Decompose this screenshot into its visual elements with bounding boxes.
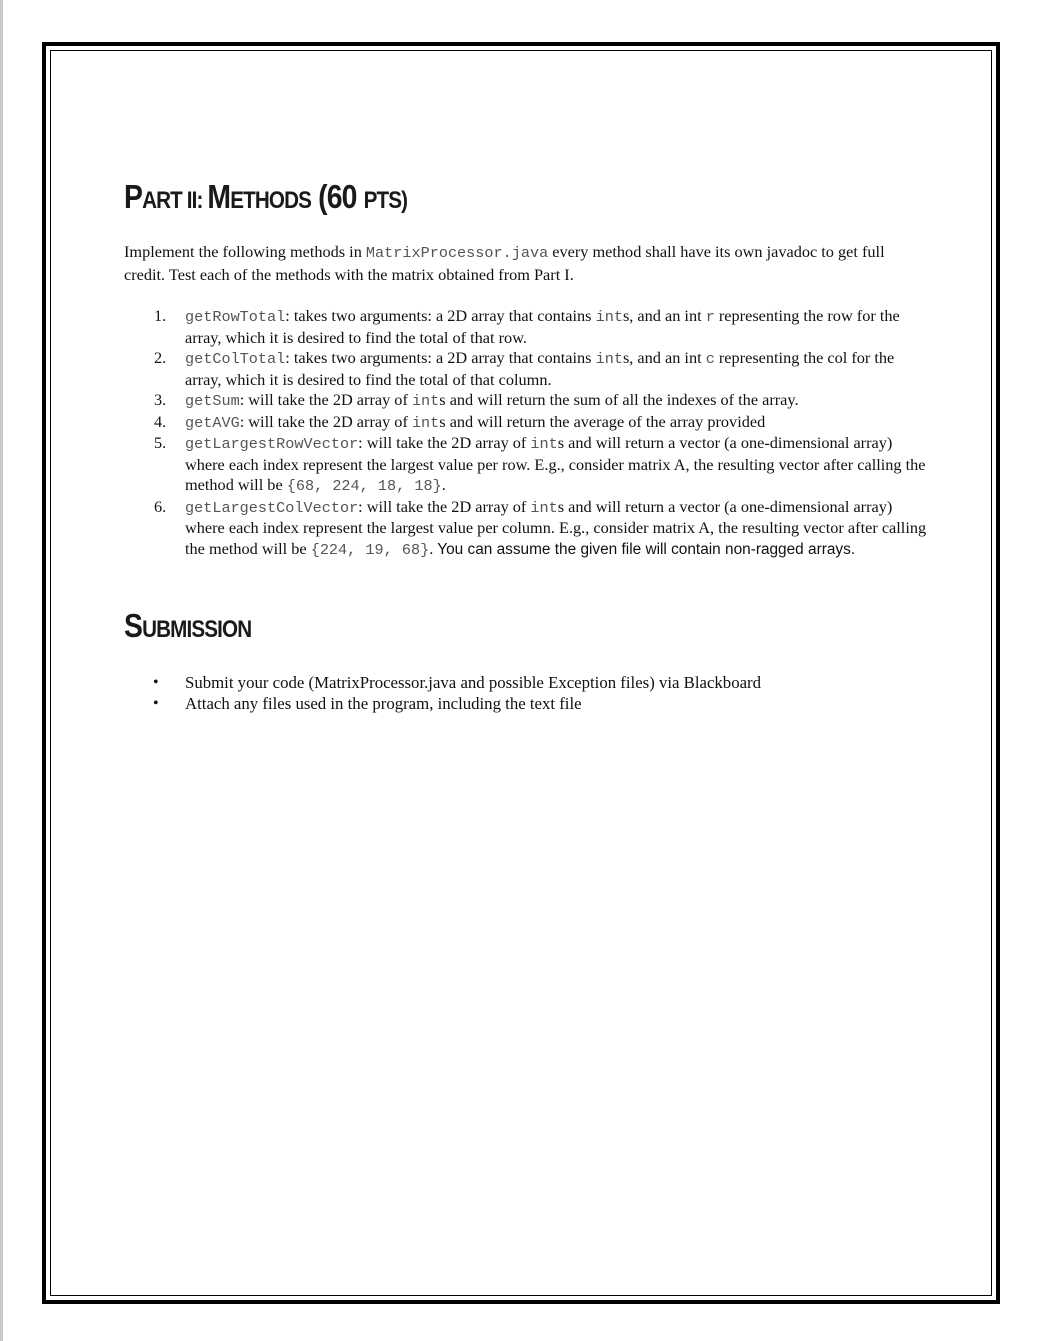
intro-text: every method shall have its own javadoc to get full credit. Test each of the methods with the matrix obtained from Part I. <box>124 242 885 284</box>
list-number: 4. <box>154 411 167 431</box>
method-name: getRowTotal <box>185 308 286 326</box>
method-desc: : will take the 2D array of <box>239 411 412 431</box>
method-desc: : will take the 2D array of <box>358 496 531 516</box>
list-number: 2. <box>154 348 167 367</box>
code-token: r <box>705 308 715 326</box>
method-item <box>150 433 930 497</box>
method-item <box>150 348 930 390</box>
code-token: int <box>411 392 440 410</box>
page-gutter <box>0 0 3 1341</box>
code-token: int <box>595 308 623 326</box>
method-desc: s, and an int <box>622 306 706 325</box>
code-token: c <box>705 350 715 368</box>
method-desc: . <box>441 475 446 494</box>
list-number: 1. <box>154 306 167 325</box>
submission-list <box>150 672 930 714</box>
heading-text: ETHODS <box>230 187 312 214</box>
method-desc: . <box>429 538 434 558</box>
method-item <box>150 412 930 434</box>
method-desc: : will take the 2D array of <box>358 433 531 452</box>
code-token: int <box>595 350 623 368</box>
code-token: {68, 224, 18, 18} <box>286 477 442 495</box>
heading-text: UBMISSION <box>142 616 252 643</box>
part2-heading <box>124 178 407 216</box>
bullet-icon: • <box>153 695 159 712</box>
method-name: getLargestColVector <box>185 498 359 517</box>
heading-points-unit: PTS) <box>363 187 408 214</box>
method-desc: s and will return the average of the array provided <box>439 411 766 431</box>
intro-filename: MatrixProcessor.java <box>365 244 549 262</box>
method-desc: s and will return a vector (a one-dimensional array) where each index represent the largest value per row. E.g., consider matrix A, the resulting vector after calling the method will be <box>185 433 926 494</box>
method-name: getAVG <box>185 413 240 432</box>
method-desc: representing the row for the array, which it is desired to find the total of that row. <box>185 306 900 347</box>
heading-initial: M <box>207 178 231 215</box>
method-desc: : will take the 2D array of <box>239 390 412 409</box>
method-name: getColTotal <box>185 350 286 368</box>
method-desc: : takes two arguments: a 2D array that contains <box>285 348 596 367</box>
method-desc: s and will return a vector (a one-dimensional array) where each index represent the largest value per column. E.g., consider matrix A, the resulting vector after calling the method will be <box>185 496 927 558</box>
method-desc: representing the col for the array, which it is desired to find the total of that column. <box>185 348 895 389</box>
submission-heading <box>124 607 251 645</box>
bullet-icon: • <box>153 674 159 691</box>
submission-item-text: Submit your code (MatrixProcessor.java and possible Exception files) via Blackboard <box>185 673 762 692</box>
code-token: int <box>530 498 558 517</box>
method-desc: : takes two arguments: a 2D array that contains <box>285 306 596 325</box>
intro-paragraph <box>124 241 924 285</box>
method-desc: s and will return the sum of all the indexes of the array. <box>439 390 799 409</box>
method-list <box>150 306 930 560</box>
heading-initial: P <box>124 178 143 215</box>
code-token: int <box>530 435 558 453</box>
code-token: int <box>411 413 440 432</box>
list-number: 3. <box>154 390 167 409</box>
method-item <box>150 306 930 348</box>
submission-item-text: Attach any files used in the program, including the text file <box>185 694 582 713</box>
heading-initial: S <box>124 607 143 644</box>
method-note: You can assume the given file will contain non-ragged arrays. <box>433 540 856 558</box>
method-item <box>150 390 930 412</box>
intro-text: Implement the following methods in <box>124 242 366 261</box>
method-desc: s, and an int <box>622 348 706 367</box>
list-number: 5. <box>154 433 167 452</box>
method-name: getSum <box>185 392 240 410</box>
heading-text: ART II: <box>142 187 208 214</box>
method-name: getLargestRowVector <box>185 435 359 453</box>
list-number: 6. <box>154 496 167 516</box>
heading-points: (60 <box>311 178 364 215</box>
list-item <box>150 693 930 714</box>
code-token: {224, 19, 68} <box>310 540 430 559</box>
list-item <box>150 672 930 693</box>
method-item <box>150 497 930 561</box>
